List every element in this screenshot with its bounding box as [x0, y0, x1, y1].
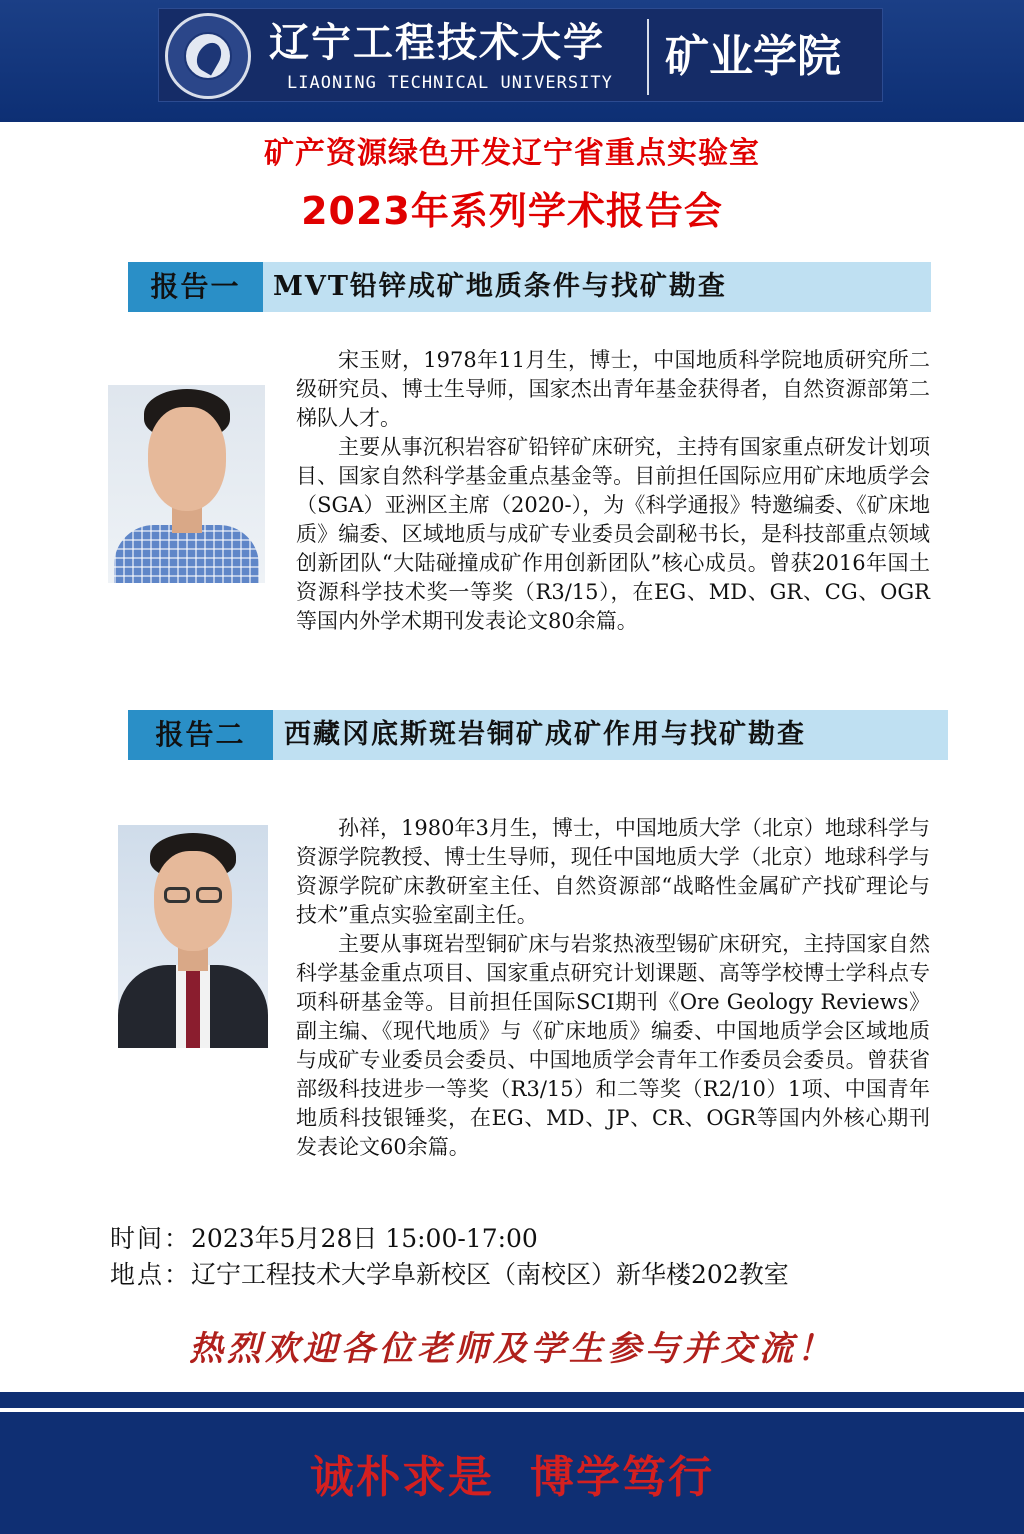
footer-stripe	[0, 1408, 1024, 1412]
event-place	[110, 1258, 789, 1292]
speaker-2-bio-research: 主要从事斑岩型铜矿床与岩浆热液型锡矿床研究，主持国家自然科学基金重点项目、国家重点研究计划课题、高等学校博士学科点专项科研基金等。目前担任国际SCI期刊《Ore Geology Reviews》副主编、《现代地质》与《矿床地质》编委、中国地质学会区域地质与成矿专业委员会委员、中国地质学会青年工作委员会委员。曾获省部级科技进步一等奖（R3/15）和二等奖（R2/10）1项、中国青年地质科技银锤奖，在EG、MD、JP、CR、OGR等国内外核心期刊发表论文60余篇。	[296, 932, 930, 1159]
speaker-2-photo	[118, 825, 268, 1048]
speaker-1-bio-intro: 宋玉财，1978年11月生，博士，中国地质科学院地质研究所二级研究员、博士生导师，国家杰出青年基金获得者，自然资源部第二梯队人才。	[296, 348, 930, 430]
speaker-2-bio-intro: 孙祥，1980年3月生，博士，中国地质大学（北京）地球科学与资源学院教授、博士生导师，现任中国地质大学（北京）地球科学与资源学院矿床教研室主任、自然资源部“战略性金属矿产找矿理论与技术”重点实验室副主任。	[296, 816, 930, 927]
report-2-title: 西藏冈底斯斑岩铜矿成矿作用与找矿勘查	[284, 719, 806, 750]
report-1-header	[128, 262, 931, 312]
place-value: 辽宁工程技术大学阜新校区（南校区）新华楼202教室	[191, 1260, 789, 1289]
event-time	[110, 1222, 538, 1256]
report-2-header	[128, 710, 948, 760]
report-1-title: MVT铅锌成矿地质条件与找矿勘查	[273, 271, 727, 302]
motto-part-2: 博学笃行	[530, 1452, 714, 1503]
lab-title: 矿产资源绿色开发辽宁省重点实验室	[264, 136, 760, 171]
event-title: 2023年系列学术报告会	[301, 189, 723, 233]
speaker-1-photo	[108, 385, 265, 583]
speaker-1-bio	[296, 346, 930, 636]
place-label: 地点：	[110, 1260, 192, 1289]
welcome-message: 热烈欢迎各位老师及学生参与并交流！	[189, 1329, 835, 1369]
time-value: 2023年5月28日 15:00-17:00	[191, 1224, 538, 1253]
university-seal-icon	[165, 13, 251, 99]
university-motto	[0, 1446, 1024, 1510]
header-band	[0, 0, 1024, 122]
college-name: 矿业学院	[665, 31, 841, 82]
report-2-tag: 报告二	[128, 710, 273, 760]
university-name-cn: 辽宁工程技术大学	[269, 20, 605, 66]
motto-part-1: 诚朴求是	[310, 1452, 494, 1503]
header-divider	[647, 19, 649, 95]
speaker-1-bio-research: 主要从事沉积岩容矿铅锌矿床研究，主持有国家重点研发计划项目、国家自然科学基金重点基金等。目前担任国际应用矿床地质学会（SGA）亚洲区主席（2020-），为《科学通报》特邀编委、《矿床地质》编委、区域地质与成矿专业委员会副秘书长，是科技部重点领域创新团队“大陆碰撞成矿作用创新团队”核心成员。曾获2016年国土资源科学技术奖一等奖（R3/15），在EG、MD、GR、CG、OGR等国内外学术期刊发表论文80余篇。	[296, 435, 930, 633]
university-logo-banner	[158, 8, 883, 102]
footer-band	[0, 1392, 1024, 1534]
time-label: 时间：	[110, 1224, 192, 1253]
speaker-2-bio	[296, 814, 930, 1162]
report-1-tag: 报告一	[128, 262, 263, 312]
university-name-en: LIAONING TECHNICAL UNIVERSITY	[287, 73, 613, 93]
